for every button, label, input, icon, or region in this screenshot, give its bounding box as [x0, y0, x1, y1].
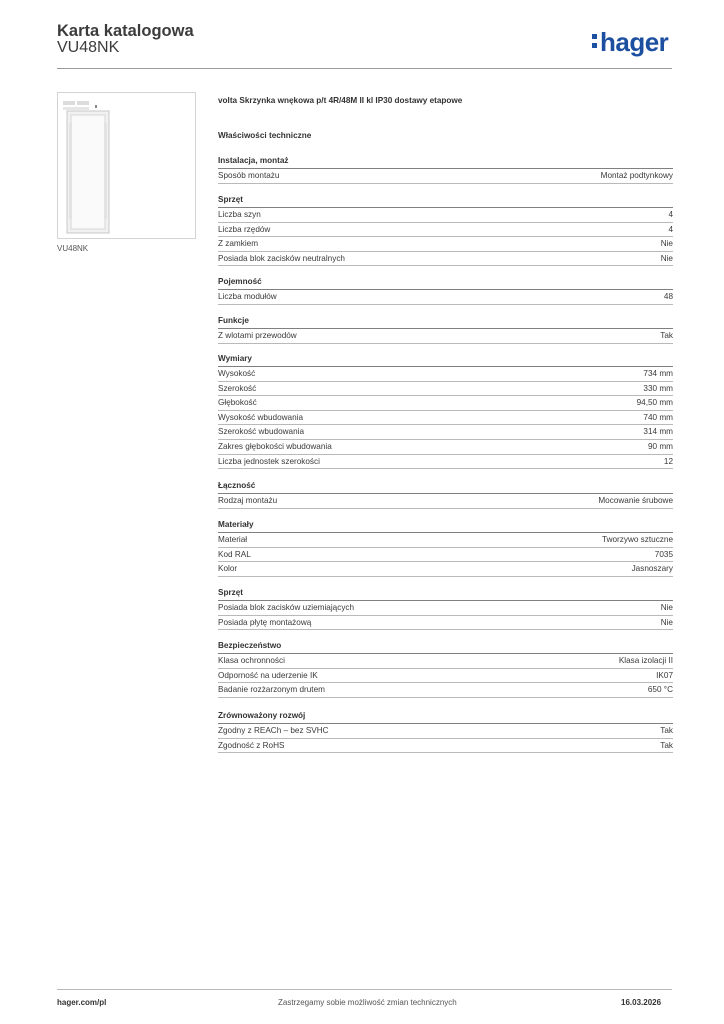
spec-row [218, 382, 673, 397]
spec-row [218, 455, 673, 470]
spec-value: 12 [663, 456, 673, 466]
spec-value: 650 °C [647, 685, 673, 695]
spec-value: 94,50 mm [636, 398, 673, 408]
section-title: Zrównoważony rozwój [218, 710, 673, 724]
spec-label: Głębokość [218, 398, 257, 408]
spec-row [218, 669, 673, 684]
spec-value: Nie [660, 239, 673, 249]
spec-value: 7035 [654, 549, 673, 559]
spec-row [218, 562, 673, 577]
spec-row [218, 252, 673, 267]
spec-section [218, 710, 673, 753]
spec-value: Mocowanie śrubowe [598, 496, 673, 505]
spec-section [218, 155, 673, 184]
section-title: Pojemność [218, 276, 673, 290]
footer-date: 16.03.2026 [621, 998, 662, 1007]
spec-row [218, 601, 673, 616]
spec-value: Jasnoszary [631, 564, 673, 574]
product-code: VU48NK [57, 39, 120, 56]
spec-section [218, 194, 673, 266]
spec-label: Liczba rzędów [218, 224, 271, 234]
spec-row [218, 654, 673, 669]
section-title: Bezpieczeństwo [218, 640, 673, 654]
spec-value: Nie [660, 253, 673, 263]
spec-label: Liczba jednostek szerokości [218, 456, 320, 466]
spec-value: Tak [660, 740, 673, 750]
section-title: Instalacja, montaż [218, 155, 673, 169]
section-title: Sprzęt [218, 194, 673, 208]
page-title: Karta katalogowa [57, 22, 194, 40]
spec-label: Kod RAL [218, 549, 251, 559]
spec-label: Zakres głębokości wbudowania [218, 441, 332, 451]
section-title: Sprzęt [218, 587, 673, 601]
spec-row [218, 425, 673, 440]
spec-row [218, 208, 673, 223]
spec-label: Posiada płytę montażową [218, 617, 312, 627]
technical-properties-heading: Właściwości techniczne [218, 131, 312, 140]
spec-row [218, 533, 673, 548]
spec-section [218, 519, 673, 577]
spec-value: 48 [663, 292, 673, 301]
spec-value: 314 mm [643, 427, 673, 437]
spec-value: IK07 [656, 670, 673, 680]
spec-row [218, 739, 673, 754]
spec-label: Wysokość [218, 369, 256, 378]
spec-row [218, 237, 673, 252]
section-title: Łączność [218, 480, 673, 494]
spec-label: Badanie rozżarzonym drutem [218, 685, 325, 695]
logo-colon-icon [592, 34, 598, 50]
spec-value: 90 mm [647, 441, 673, 451]
spec-label: Zgodny z REACh – bez SVHC [218, 726, 329, 735]
spec-row [218, 169, 673, 184]
spec-row [218, 440, 673, 455]
product-image [57, 92, 196, 239]
logo-text: hager [600, 27, 669, 57]
spec-section [218, 276, 673, 305]
spec-value: Montaż podtynkowy [600, 171, 673, 180]
spec-row [218, 724, 673, 739]
spec-value: 4 [668, 224, 673, 234]
spec-label: Liczba szyn [218, 210, 261, 219]
hager-logo [592, 27, 668, 57]
spec-value: Klasa izolacji II [618, 656, 673, 665]
spec-value: Tworzywo sztuczne [602, 535, 673, 544]
spec-value: 4 [668, 210, 673, 219]
spec-value: 330 mm [643, 383, 673, 393]
section-title: Wymiary [218, 353, 673, 367]
spec-row [218, 494, 673, 509]
spec-label: Liczba modułów [218, 292, 277, 301]
spec-section [218, 480, 673, 509]
product-description: volta Skrzynka wnękowa p/t 4R/48M II kl IP30 dostawy etapowe [218, 96, 463, 105]
spec-row [218, 367, 673, 382]
spec-label: Rodzaj montażu [218, 496, 278, 505]
spec-row [218, 683, 673, 698]
spec-label: Z zamkiem [218, 239, 259, 249]
spec-label: Klasa ochronności [218, 656, 285, 665]
spec-section [218, 587, 673, 630]
section-title: Materiały [218, 519, 673, 533]
spec-value: Nie [660, 603, 673, 612]
header-divider [57, 68, 672, 69]
spec-row [218, 548, 673, 563]
spec-label: Kolor [218, 564, 238, 574]
spec-row [218, 329, 673, 344]
spec-row [218, 411, 673, 426]
spec-row [218, 223, 673, 238]
spec-label: Posiada blok zacisków uziemiających [218, 603, 355, 612]
spec-label: Z wlotami przewodów [218, 331, 297, 340]
spec-row [218, 616, 673, 631]
spec-label: Szerokość wbudowania [218, 427, 305, 437]
spec-section [218, 315, 673, 344]
spec-value: Tak [660, 726, 673, 735]
section-title: Funkcje [218, 315, 673, 329]
spec-label: Szerokość [218, 383, 257, 393]
spec-value: Nie [660, 617, 673, 627]
flush-mounted-enclosure-image [58, 93, 195, 238]
spec-section [218, 353, 673, 469]
footer-notice: Zastrzegamy sobie możliwość zmian technicznych [278, 998, 457, 1007]
spec-label: Zgodność z RoHS [218, 740, 285, 750]
product-image-caption: VU48NK [57, 244, 89, 253]
spec-label: Sposób montażu [218, 171, 280, 180]
spec-row [218, 290, 673, 305]
spec-value: 740 mm [643, 412, 673, 422]
spec-row [218, 396, 673, 411]
footer-divider [57, 989, 672, 990]
spec-label: Materiał [218, 535, 248, 544]
spec-label: Wysokość wbudowania [218, 412, 304, 422]
spec-label: Posiada blok zacisków neutralnych [218, 253, 345, 263]
spec-section [218, 640, 673, 698]
spec-value: Tak [660, 331, 673, 340]
spec-label: Odporność na uderzenie IK [218, 670, 318, 680]
footer-website: hager.com/pl [57, 998, 107, 1007]
spec-value: 734 mm [643, 369, 673, 378]
